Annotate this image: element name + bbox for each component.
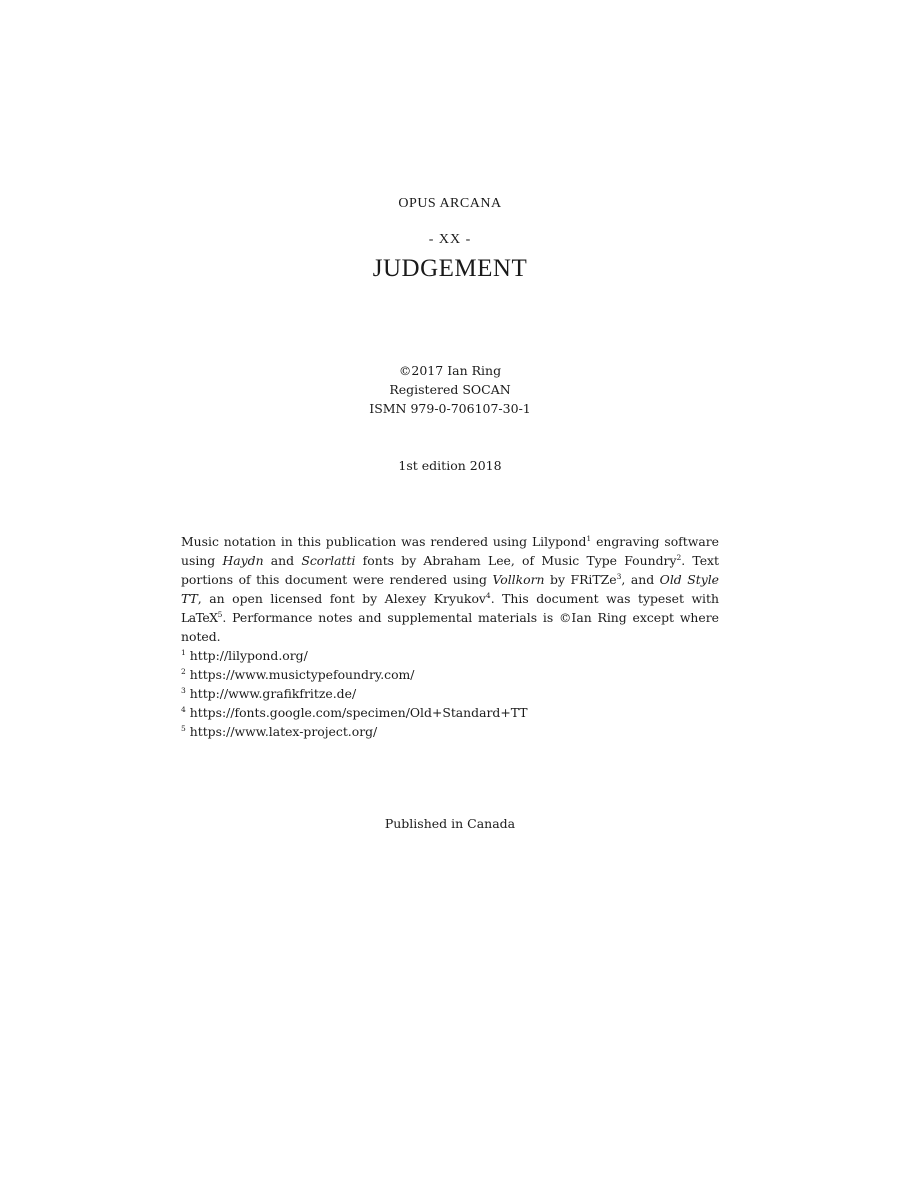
footnote-ref-3: 3: [616, 572, 622, 581]
colophon-paragraph: [181, 532, 719, 646]
footnote-link[interactable]: https://www.musictypefoundry.com/: [189, 667, 415, 682]
footnote-number: 4: [181, 705, 186, 714]
colophon-text: by FRiTZe: [544, 572, 617, 587]
page-title: JUDGEMENT: [372, 255, 528, 282]
colophon-text: , and: [621, 572, 660, 587]
colophon-text: fonts by Abraham Lee, of Music Type Foundry: [355, 553, 677, 568]
footnote-item: [181, 684, 719, 703]
footnote-link[interactable]: http://www.grafikfritze.de/: [189, 686, 357, 701]
footnote-number: 1: [181, 648, 186, 657]
font-name-vollkorn: Vollkorn: [492, 572, 545, 587]
colophon-text: Music notation in this publication was rendered using Lilypond: [181, 534, 587, 549]
footnote-item: [181, 646, 719, 665]
colophon-text: and: [263, 553, 302, 568]
registration-line: Registered SOCAN: [389, 382, 511, 397]
font-name-scorlatti: Scorlatti: [301, 553, 356, 568]
credits-block: [0, 361, 900, 418]
font-name-haydn: Haydn: [222, 553, 264, 568]
footnote-number: 2: [181, 667, 186, 676]
footnote-number: 3: [181, 686, 186, 695]
footnote-ref-4: 4: [485, 591, 491, 600]
colophon-text: , an open licensed font by Alexey Kryukov: [197, 591, 486, 606]
footnote-link[interactable]: https://www.latex-project.org/: [189, 724, 378, 739]
colophon-text: engraving software using: [181, 534, 719, 568]
footnote-list: [181, 646, 719, 741]
font-name-old-style: Old Style TT: [181, 572, 719, 606]
footnote-item: [181, 703, 719, 722]
footnote-item: [181, 665, 719, 684]
footnote-ref-2: 2: [676, 553, 682, 562]
footnote-link[interactable]: https://fonts.google.com/specimen/Old+Standard+TT: [189, 705, 528, 720]
edition-line: 1st edition 2018: [398, 458, 502, 473]
part-number: - XX -: [428, 232, 472, 247]
copyright-line: ©2017 Ian Ring: [398, 363, 502, 378]
colophon-text: . This document was typeset with: [490, 591, 719, 606]
footnote-item: [181, 722, 719, 741]
footnote-number: 5: [181, 724, 186, 733]
published-line: Published in Canada: [384, 816, 516, 831]
latex-logo: LaTeX: [181, 610, 218, 625]
ismn-line: ISMN 979-0-706107-30-1: [369, 401, 531, 416]
footnote-ref-5: 5: [217, 610, 223, 619]
colophon-text: . Performance notes and supplemental materials is ©Ian Ring except where noted.: [181, 610, 719, 644]
footnote-ref-1: 1: [586, 534, 592, 543]
series-title: OPUS ARCANA: [398, 196, 502, 211]
footnote-link[interactable]: http://lilypond.org/: [189, 648, 308, 663]
colophon-text: . Text portions of this document were rendered using: [181, 553, 720, 587]
